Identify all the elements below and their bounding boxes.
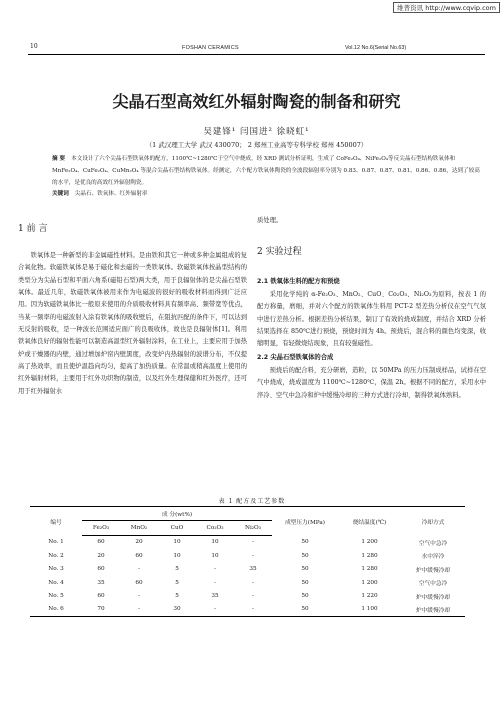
section-1-heading: 1 前 言 xyxy=(18,224,48,234)
subsection-2-1-body xyxy=(257,289,486,351)
keywords xyxy=(52,189,482,197)
table-cell-ni: 35 xyxy=(249,566,257,573)
abstract xyxy=(52,153,482,190)
table-row xyxy=(30,589,465,602)
table-cell-c: 炉中缓慢冷却 xyxy=(415,594,451,601)
table-header-no: 编号 xyxy=(30,507,82,536)
table-header-composition: 成 分(wt%) xyxy=(82,507,272,521)
page-number: 10 xyxy=(30,43,38,50)
table-header-mno2: MnO₂ xyxy=(130,525,148,532)
table-cell-ni: - xyxy=(234,603,272,617)
table-cell-fe: 60 xyxy=(97,539,105,546)
section-1-paragraph: 铁氧体是一种新型的非金属磁性材料。是由铁和其它一种或多种金属组成的复合氧化物。软磁铁氧体是易于磁化和去磁的一类铁氧体。软磁铁氧体按晶型结构的类型分为尖晶石型和平面六角系(磁铅石型)两大类，用于良辐射体的是尖晶石型铁氧体。最近几年，软磁铁氧体被用来作为电磁波的很好的吸收材料而得到广泛应用。因为软磁铁氧体比一般原来使用的介质吸收材料具有频率高、频带宽等优点，当某一频率的电磁波射入涂有铁氧体的吸收壁后，在阻抗匹配的条件下，可以达到无反射的吸收，是一种波长范围适应面广的良吸收体，故也是良辐射体[1]。利用铁氧体良好的辐射性能可以制造高温型红外辐射涂料，在工业上，主要应用于加热炉或干燥器的内壁，通过增加炉窑内壁黑度，改变炉内热辐射的波谱分布，不仅提高了热效率，而且使炉温趋向均匀，提高了加热质量。在常温或稍高温度上使用的红外辐射材料，主要用于红外功织物的制造，以及红外生理保健和红外医疗，还可用于红外辐射水 xyxy=(18,252,247,395)
abstract-text: 本文设计了六个尖晶石型铁氧体的配方，1100℃~1280℃于空气中烧成，经 XRD 测试分析证明，生成了 CoFe₂O₄、NiFe₂O₄等反尖晶石型结构铁氧体和 MnFe₂O₄、CuFe₂O₄、CuMn₂O₄ 等混合尖晶石型结构铁氧体。经测定，六个配方铁氧体陶瓷的全波段辐射率分别为 0.83、0.87、0.87、0.81、0.86、0.86，达到了较高的水平，是优良的高效红外辐射陶瓷。 xyxy=(52,156,480,187)
table-cell-cu: 5 xyxy=(175,593,179,600)
abstract-label: 摘 要 xyxy=(52,156,66,162)
subsection-2-1-paragraph: 采用化学纯的 α-Fe₂O₃、MnO₂、CuO、Co₂O₃、Ni₂O₃为原料，按表 1 的配方称量，磨细，并对六个配方的铁氧体生料用 PCT-2 型差热分析仪在空气气氛中进行差热分析。根据差热分析结果，制订了有效的烧成制度，并结合 XRD 分析结果选择在 850℃进行预烧，预烧时间为 4h。预烧后，混合料的颜色均变深，收缩明显，有轻微烧结现象，且有较强磁性。 xyxy=(257,291,486,348)
table-cell-p: 50 xyxy=(301,566,309,573)
table-row xyxy=(30,563,465,576)
table-header-pressure: 成型压力(MPa) xyxy=(272,507,338,536)
table-cell-cu: 5 xyxy=(175,566,179,573)
table-cell-fe: 35 xyxy=(97,579,105,586)
table-cell-cu: 10 xyxy=(173,539,181,546)
watermark-label: 维普资讯 http://www.cqvip.com xyxy=(393,2,500,13)
table-row xyxy=(30,603,465,617)
table-cell-co: - xyxy=(196,603,234,617)
table-cell-c: 炉中缓慢冷却 xyxy=(401,603,465,617)
table-cell-cu: 5 xyxy=(175,579,179,586)
paper-title: 尖晶石型高效红外辐射陶瓷的制备和研究 xyxy=(112,92,401,111)
table-cell-no: No. 6 xyxy=(30,603,82,617)
keywords-text: 尖晶石、铁氧体、红外辐射率 xyxy=(74,191,148,197)
table-cell-no: No. 4 xyxy=(48,579,64,586)
table-cell-c: 炉中缓慢冷却 xyxy=(415,567,451,574)
table-cell-ni: - xyxy=(252,552,254,559)
table-cell-fe: 60 xyxy=(97,566,105,573)
table-cell-mn: 60 xyxy=(135,552,143,559)
table-cell-t: 1 100 xyxy=(338,603,401,617)
table-cell-c: 空气中急冷 xyxy=(418,540,448,547)
table-cell-ni: - xyxy=(252,539,254,546)
table-header-cooling: 冷却方式 xyxy=(401,507,465,536)
table-cell-cu: 30 xyxy=(158,603,196,617)
table-cell-no: No. 3 xyxy=(48,566,64,573)
table-cell-mn: 20 xyxy=(135,539,143,546)
table-cell-mn: - xyxy=(138,566,140,573)
table-cell-co: 35 xyxy=(211,593,219,600)
table-caption: 表 1 配方及工艺参数 xyxy=(218,498,286,505)
table-cell-p: 50 xyxy=(301,593,309,600)
table-cell-fe: 60 xyxy=(97,593,105,600)
table-cell-ni: - xyxy=(252,593,254,600)
table-cell-p: 50 xyxy=(272,603,338,617)
affiliation: （1 武汉理工大学 武汉 430070； 2 郑州工业高等专科学校 郑州 450007） xyxy=(145,141,368,149)
header-rule xyxy=(28,54,485,55)
subsection-2-2-paragraph: 预烧后的配合料，充分研磨，造粒，以 50MPa 的压力压制成样品，试样在空气中烧成，烧成温度为 1100℃~1280℃，保温 2h。根据不同的配方，采用水中淬冷、空气中急冷和炉中缓慢冷却的三种方式进行冷却，制得铁氧体熟料。 xyxy=(257,367,486,399)
table-cell-fe: 70 xyxy=(82,603,120,617)
subsection-2-1-heading: 2.1 铁氧体生料的配方和预烧 xyxy=(257,278,340,285)
table-cell-t: 1 200 xyxy=(361,579,378,586)
section-1-body xyxy=(18,250,247,398)
section-2-heading: 2 实验过程 xyxy=(257,247,302,257)
table-cell-t: 1 280 xyxy=(361,552,378,559)
subsection-2-2-body xyxy=(257,365,486,402)
table-cell-co: 10 xyxy=(211,539,219,546)
authors: 吴建锋¹ 闫国进² 徐晓虹¹ xyxy=(203,127,310,137)
table-cell-cu: 10 xyxy=(173,552,181,559)
table-cell-fe: 20 xyxy=(97,552,105,559)
table-cell-co: - xyxy=(214,566,216,573)
table-cell-co: - xyxy=(214,579,216,586)
table-cell-mn: - xyxy=(138,593,140,600)
table-cell-ni: - xyxy=(252,579,254,586)
table-cell-t: 1 220 xyxy=(361,593,378,600)
table-cell-mn: 60 xyxy=(135,579,143,586)
table-cell-co: 10 xyxy=(211,552,219,559)
table-cell-t: 1 200 xyxy=(361,539,378,546)
right-column-continuation: 质处理。 xyxy=(257,217,283,224)
table-row xyxy=(30,535,465,549)
table-cell-c: 空气中急冷 xyxy=(418,581,448,588)
journal-name: FOSHAN CERAMICS xyxy=(182,45,239,51)
table-cell-p: 50 xyxy=(301,539,309,546)
table-cell-no: No. 2 xyxy=(48,552,64,559)
table-cell-t: 1 280 xyxy=(361,566,378,573)
table-cell-mn: - xyxy=(120,603,158,617)
table-cell-p: 50 xyxy=(301,552,309,559)
table-header-temperature: 烧结温度(℃) xyxy=(338,507,401,536)
subsection-2-2-heading: 2.2 尖晶石型铁氧体的合成 xyxy=(257,354,334,361)
table-header-cuo: CuO xyxy=(170,525,184,532)
keywords-label: 关键词 xyxy=(52,191,69,197)
table-cell-no: No. 5 xyxy=(48,593,64,600)
table-header-co2o3: Co₂O₃ xyxy=(206,525,224,532)
journal-volume: Vol.12 No.6(Serial No.63) xyxy=(345,45,407,51)
table-header-fe2o3: Fe₂O₃ xyxy=(92,525,110,532)
table-cell-c: 水中淬冷 xyxy=(421,554,445,561)
table-cell-no: No. 1 xyxy=(48,539,64,546)
table-row xyxy=(30,549,465,562)
table-header-ni2o3: Ni₂O₃ xyxy=(244,525,262,532)
formula-table xyxy=(30,506,465,617)
table-cell-p: 50 xyxy=(301,579,309,586)
table-row xyxy=(30,576,465,589)
